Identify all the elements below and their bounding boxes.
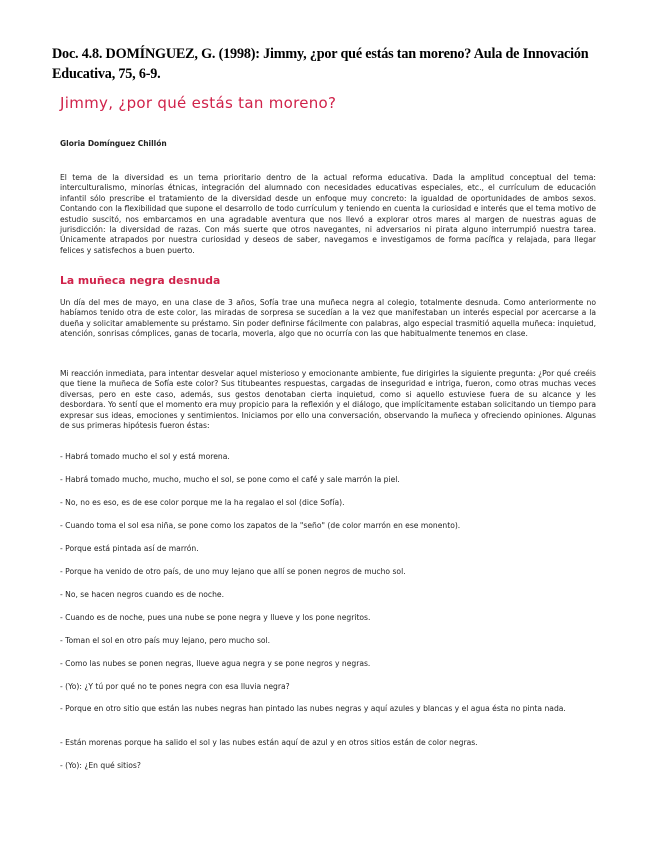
answer-item: - (Yo): ¿Y tú por qué no te pones negra con esa lluvia negra? (60, 682, 290, 691)
answer-item: - Habrá tomado mucho el sol y está morena. (60, 452, 230, 461)
paragraph-1: Un día del mes de mayo, en una clase de 3 años, Sofía trae una muñeca negra al colegio, totalmente desnuda. Como anteriormente no habíamos tenido otra de este color, las miradas de sorpresa se sucedían a la vez que manifestaban un interés especial por acercarse a la dueña y solicitar amablemente su préstamo. Sin poder definirse fácilmente con palabras, algo especial trasmitió aquella muñeca: inquietud, atención, sonrisas cómplices, ganas de tocarla, moverla, algo que no ocurría con las que habitualmente tenemos en clase. (60, 298, 596, 339)
answer-item: - Porque ha venido de otro país, de uno muy lejano que allí se ponen negros de mucho sol. (60, 567, 406, 576)
answer-item: - Están morenas porque ha salido el sol y las nubes están aquí de azul y en otros sitios están de color negras. (60, 738, 478, 747)
answer-item: - Cuando es de noche, pues una nube se pone negra y llueve y los pone negritos. (60, 613, 371, 622)
answer-item: - Habrá tomado mucho, mucho, mucho el sol, se pone como el café y sale marrón la piel. (60, 475, 400, 484)
answer-item: - Cuando toma el sol esa niña, se pone como los zapatos de la "seño" (de color marrón en ese monento). (60, 521, 461, 530)
paragraph-2: Mi reacción inmediata, para intentar desvelar aquel misterioso y emocionante ambiente, fue dirigirles la siguiente pregunta: ¿Por qué creéis que tiene la muñeca de Sofía este color? Sus titubeantes respuestas, cargadas de inseguridad e intriga, fueron, como otras muchas veces diversas, pero en este caso, además, sus gestos denotaban cierta inquietud, como si aquello estuviese fuera de su alcance y les desbordara. Yo sentí que el momento era muy propicio para la reflexión y el diálogo, que implícitamente estaban solicitando un tiempo para expresar sus ideas, emociones y sentimientos. Iniciamos por ello una conversación, observando la muñeca y ofreciendo opiniones. Algunas de sus primeras hipótesis fueron éstas: (60, 369, 596, 431)
article-title: Jimmy, ¿por qué estás tan moreno? (60, 94, 337, 112)
answer-item: - No, no es eso, es de ese color porque me la ha regalao el sol (dice Sofía). (60, 498, 345, 507)
answer-item: - (Yo): ¿En qué sitios? (60, 761, 141, 770)
answer-item: - No, se hacen negros cuando es de noche. (60, 590, 224, 599)
section-heading: La muñeca negra desnuda (60, 274, 221, 287)
answer-item: - Como las nubes se ponen negras, llueve agua negra y se pone negros y negras. (60, 659, 371, 668)
answer-item: - Porque en otro sitio que están las nubes negras han pintado las nubes negras y aquí azules y blancas y el agua ésta no pinta nada. (60, 704, 566, 713)
article-author: Gloria Domínguez Chillón (60, 139, 167, 148)
answer-item: - Toman el sol en otro país muy lejano, pero mucho sol. (60, 636, 271, 645)
document-reference: Doc. 4.8. DOMÍNGUEZ, G. (1998): Jimmy, ¿por qué estás tan moreno? Aula de Innovación Educativa, 75, 6-9. (52, 46, 589, 82)
intro-paragraph: El tema de la diversidad es un tema prioritario dentro de la actual reforma educativa. Dada la amplitud conceptual del tema: interculturalismo, minorías étnicas, integración del alumnado con necesidades educativas especiales, etc., el currículum de educación infantil sólo prescribe el tratamiento de la diversidad desde un enfoque muy concreto: la igualdad de oportunidades de ambos sexos. Contando con la flexibilidad que supone el desarrollo de todo currículum y teniendo en cuenta la curiosidad e interés que el tema motivo de estudio suscitó, nos embarcamos en una agradable aventura que nos llevó a explorar otros mares al margen de nuestras aguas de jurisdicción: la diversidad de razas. Con más suerte que otros navegantes, ni adversarios ni pirata alguno interrumpió nuestra tarea. Únicamente atrapados por nuestra curiosidad y deseos de saber, navegamos e investigamos de forma pacífica y relajada, para llegar felices y satisfechos a buen puerto. (60, 173, 596, 255)
answer-item: - Porque está pintada así de marrón. (60, 544, 199, 553)
